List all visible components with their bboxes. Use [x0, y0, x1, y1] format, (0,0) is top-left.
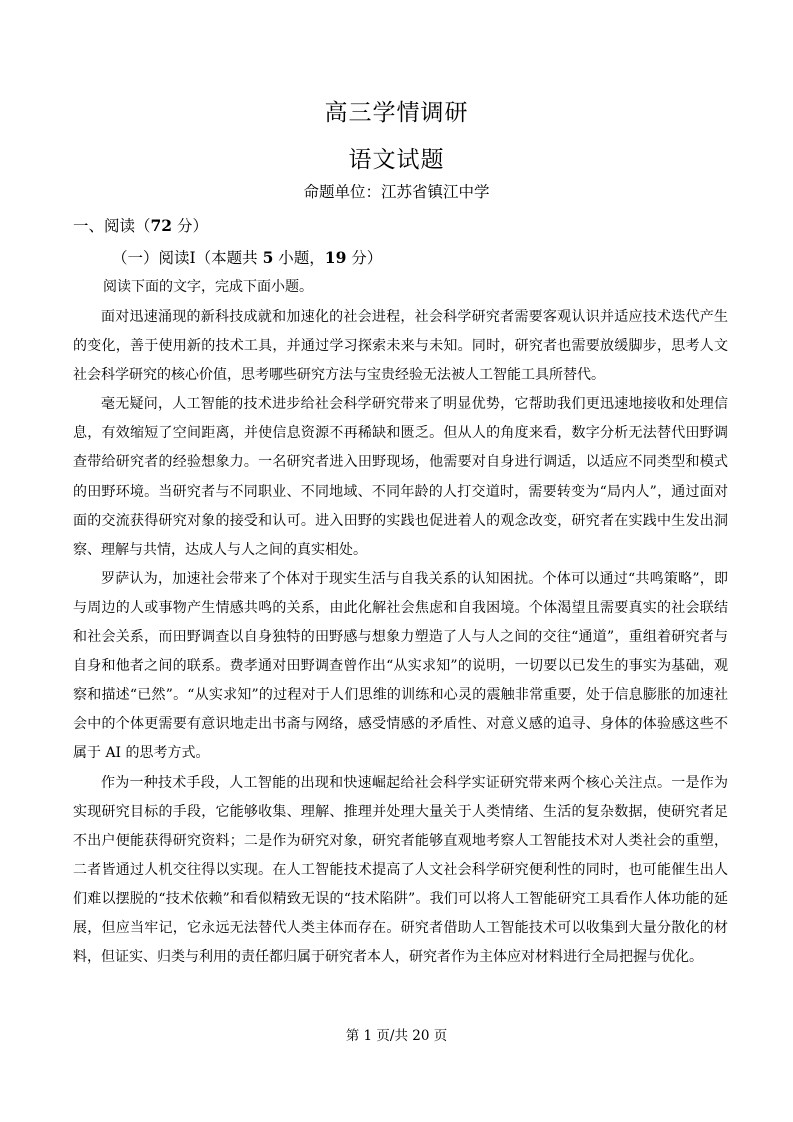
section-heading-score: 72	[150, 216, 173, 235]
passage-paragraph-2: 毫无疑问，人工智能的技术进步给社会科学研究带来了明显优势，它帮助我们更迅速地接收和处理信息，有效缩短了空间距离，并使信息资源不再稀缺和匮乏。但从人的角度来看，数字分析无法替代田野调查带给研究者的经验想象力。一名研究者进入田野现场，他需要对自身进行调适，以适应不同类型和模式的田野环境。当研究者与不同职业、不同地域、不同年龄的人打交道时，需要转变为“局内人”，通过面对面的交流获得研究对象的接受和认可。进入田野的实践也促进着人的观念改变，研究者在实践中生发出洞察、理解与共情，达成人与人之间的真实相处。	[73, 396, 728, 558]
reading-instruction: 阅读下面的文字，完成下面小题。	[103, 279, 313, 295]
subsection-prefix: （一）阅读Ⅰ（本题共	[112, 249, 263, 267]
subsection-score: 19	[324, 248, 347, 267]
exam-title: 高三学情调研	[324, 100, 469, 126]
passage-paragraph-1: 面对迅速涌现的新科技成就和加速化的社会进程，社会科学研究者需要客观认识并适应技术迭代产生的变化，善于使用新的技术工具，并通过学习探索未来与未知。同时，研究者也需要放缓脚步，思考人文社会科学研究的核心价值，思考哪些研究方法与宝贵经验无法被人工智能工具所替代。	[73, 309, 728, 384]
section-heading-suffix: 分）	[172, 217, 209, 235]
footer-total-pages: 20	[412, 1028, 430, 1044]
footer-prefix: 第	[345, 1028, 364, 1044]
subsection-count: 5	[262, 248, 274, 267]
exam-subtitle: 语文试题	[348, 147, 445, 173]
page-footer	[0, 1024, 793, 1044]
section-heading-prefix: 一、阅读（	[73, 217, 151, 235]
subsection-heading	[112, 246, 382, 268]
section-heading	[73, 214, 208, 236]
footer-suffix: 页	[429, 1028, 448, 1044]
passage-paragraph-3: 罗萨认为，加速社会带来了个体对于现实生活与自我关系的认知困扰。个体可以通过“共鸣策略”，即与周边的人或事物产生情感共鸣的关系，由此化解社会焦虑和自我困境。个体渴望且需要真实的社会联结和社会关系，而田野调查以自身独特的田野感与想象力塑造了人与人之间的交往“通道”，重组着研究者与自身和他者之间的联系。费孝通对田野调查曾作出“从实求知”的说明，一切要以已发生的事实为基础，观察和描述“已然”。“从实求知”的过程对于人们思维的训练和心灵的震触非常重要，处于信息膨胀的加速社会中的个体更需要有意识地走出书斋与网络，感受情感的矛盾性、对意义感的追寻、身体的体验感这些不属于 AI 的思考方式。	[73, 570, 728, 762]
subsection-middle: 小题，	[273, 249, 325, 267]
subsection-suffix: 分）	[346, 249, 383, 267]
footer-page-number: 1	[363, 1028, 373, 1044]
reading-passage	[73, 303, 728, 972]
footer-middle: 页/共	[372, 1028, 413, 1044]
exam-issuer: 命题单位：江苏省镇江中学	[303, 183, 490, 201]
passage-paragraph-4: 作为一种技术手段，人工智能的出现和快速崛起给社会科学实证研究带来两个核心关注点。一是作为实现研究目标的手段，它能够收集、理解、推理并处理大量关于人类情绪、生活的复杂数据，使研究者足不出户便能获得研究资料；二是作为研究对象，研究者能够直观地考察人工智能技术对人类社会的重塑，二者皆通过人机交往得以实现。在人工智能技术提高了人文社会科学研究便利性的同时，也可能催生出人们难以摆脱的“技术依赖”和看似精致无误的“技术陷阱”。我们可以将人工智能研究工具看作人体功能的延展，但应当牢记，它永远无法替代人类主体而存在。研究者借助人工智能技术可以收集到大量分散化的材料，但证实、归类与利用的责任都归属于研究者本人，研究者作为主体应对材料进行全局把握与优化。	[73, 774, 728, 966]
